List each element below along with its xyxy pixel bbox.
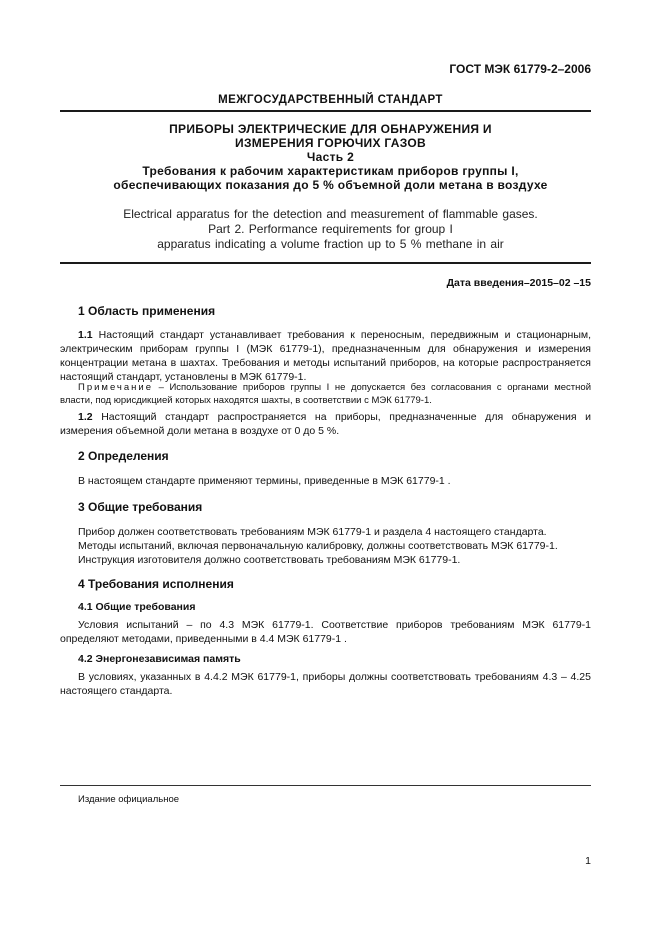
standard-code: ГОСТ МЭК 61779-2–2006 — [449, 62, 591, 76]
subsection-4-2-text: В условиях, указанных в 4.4.2 МЭК 61779-1, приборы должны соответствовать требованиям 4.3 – 4.25 настоящего стандарта. — [60, 671, 591, 697]
section-4-heading: 4 Требования исполнения — [78, 577, 234, 591]
interstate-standard-label: МЕЖГОСУДАРСТВЕННЫЙ СТАНДАРТ — [218, 94, 443, 106]
introduction-date: Дата введения–2015–02 –15 — [446, 277, 591, 289]
section-3-line: Инструкция изготовителя должно соответствовать требованиям МЭК 61779-1. — [78, 554, 461, 566]
section-3-line: Прибор должен соответствовать требованиям МЭК 61779-1 и раздела 4 настоящего стандарта. — [78, 526, 547, 538]
note-text: – Использование приборов группы I не допускается без согласования с органами местной власти, под юрисдикцией которых находятся шахты, в соответствии с МЭК 61779-1. — [60, 382, 591, 406]
russian-subtitle-line: обеспечивающих показания до 5 % объемной доли метана в воздухе — [113, 178, 548, 192]
section-3-text — [78, 525, 591, 567]
section-3-line: Методы испытаний, включая первоначальную калибровку, должны соответствовать МЭК 61779-1. — [78, 540, 558, 552]
footer-rule — [60, 785, 591, 786]
english-title-line: apparatus indicating a volume fraction up to 5 % methane in air — [157, 237, 504, 251]
russian-title-line: ПРИБОРЫ ЭЛЕКТРИЧЕСКИЕ ДЛЯ ОБНАРУЖЕНИЯ И — [169, 122, 492, 136]
russian-title-line: ИЗМЕРЕНИЯ ГОРЮЧИХ ГАЗОВ — [235, 136, 426, 150]
section-1-heading: 1 Область применения — [78, 304, 216, 318]
russian-title — [0, 122, 661, 192]
russian-title-part: Часть 2 — [306, 150, 355, 164]
paragraph-number: 1.2 — [78, 411, 93, 423]
section-2-heading: 2 Определения — [78, 449, 169, 463]
english-title-line: Electrical apparatus for the detection and measurement of flammable gases. — [123, 207, 538, 221]
section-2-text: В настоящем стандарте применяют термины, приведенные в МЭК 61779-1 . — [78, 475, 451, 487]
paragraph-1-2 — [60, 410, 591, 438]
russian-subtitle-line: Требования к рабочим характеристикам приборов группы I, — [142, 164, 519, 178]
paragraph-number: 1.1 — [78, 329, 93, 341]
section-3-heading: 3 Общие требования — [78, 500, 203, 514]
english-title-line: Part 2. Performance requirements for group I — [208, 222, 453, 236]
english-title — [0, 207, 661, 252]
title-rule — [60, 262, 591, 264]
paragraph-1-1 — [60, 328, 591, 384]
note-label: Примечание — [78, 382, 153, 393]
subsection-4-1-heading: 4.1 Общие требования — [78, 601, 196, 613]
page-number: 1 — [585, 855, 591, 867]
subsection-4-1-text: Условия испытаний – по 4.3 МЭК 61779-1. Соответствие приборов требованиям МЭК 61779-1 определяют методами, приведенными в 4.4 МЭК 61779-1 . — [60, 619, 591, 645]
top-rule — [60, 110, 591, 112]
note — [60, 381, 591, 407]
subsection-4-2-heading: 4.2 Энергонезависимая память — [78, 653, 241, 665]
paragraph-text: Настоящий стандарт устанавливает требования к переносным, передвижным и стационарным, электрическим приборам группы I (МЭК 61779-1), предназначенным для обнаружения и измерения концентрации метана в шахтах. Требования и методы испытаний приборов, на которые распространяется настоящий стандарт, установлены в МЭК 61779-1. — [60, 329, 591, 383]
paragraph-text: Настоящий стандарт распространяется на приборы, предназначенные для обнаружения и измерения объемной доли метана в воздухе от 0 до 5 %. — [60, 411, 591, 437]
official-edition-label: Издание официальное — [78, 794, 180, 805]
